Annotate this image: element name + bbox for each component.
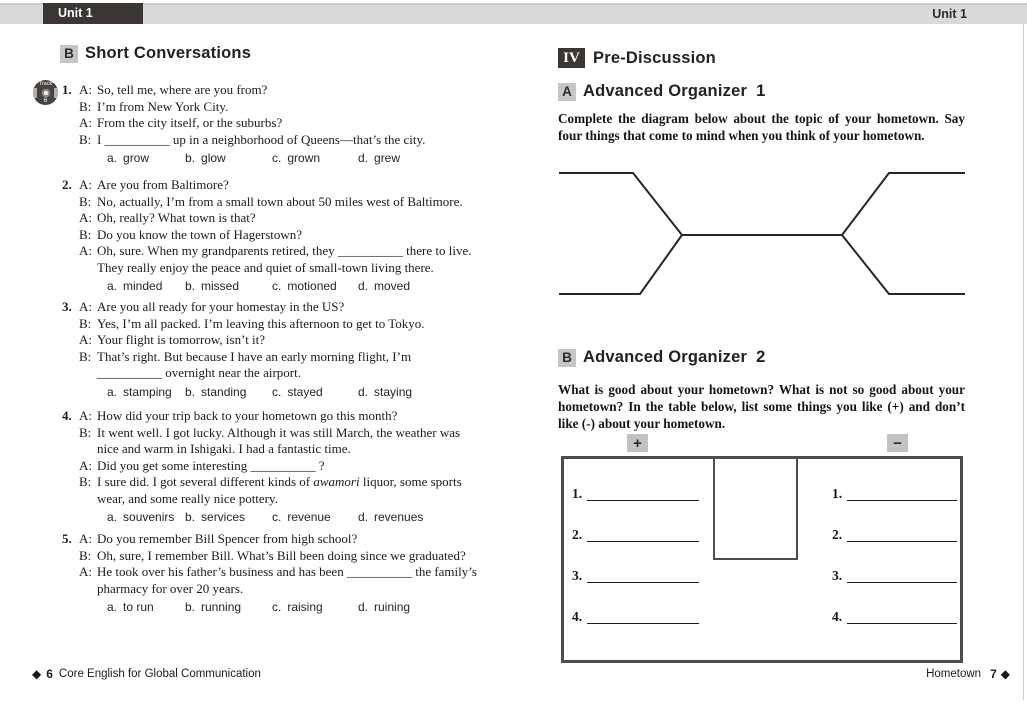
option-letter: b.	[185, 384, 196, 399]
dialog-text: That’s right. But because I have an early morning flight, I’m	[97, 348, 412, 364]
option-letter: d.	[358, 510, 369, 524]
section-heading-pre-discussion	[558, 48, 716, 68]
dialog-line	[30, 458, 514, 475]
dialog-line	[30, 491, 514, 508]
write-line	[847, 609, 957, 624]
section-badge: B	[60, 45, 78, 63]
speaker-label: B:	[79, 348, 92, 364]
speaker-label: A:	[79, 457, 92, 473]
option-b	[185, 600, 272, 614]
option-a	[107, 510, 185, 524]
option-c	[272, 385, 358, 399]
option-letter: b.	[185, 600, 196, 614]
section-title: Pre-Discussion	[593, 48, 716, 67]
speaker-label: A:	[79, 243, 92, 258]
dialog-line	[30, 132, 514, 149]
option-word: revenue	[287, 510, 331, 524]
section-badge: B	[558, 349, 576, 367]
option-letter: c.	[272, 510, 282, 524]
dialog-text: Are you all ready for your homestay in the US?	[97, 299, 345, 314]
speaker-label: B:	[79, 193, 92, 209]
write-line	[847, 486, 957, 501]
plus-list-item	[572, 568, 699, 583]
option-word: souvenirs	[123, 510, 175, 524]
dialog-line	[30, 408, 514, 425]
footer-left	[32, 667, 261, 681]
options-row	[30, 600, 514, 614]
unit-label-right: Unit 1	[932, 7, 967, 21]
option-d	[358, 151, 448, 165]
dialog-line	[30, 227, 514, 244]
section-badge-iv: IV	[558, 48, 585, 68]
option-letter: b.	[185, 279, 196, 293]
diamond-icon: ◆	[1000, 667, 1010, 681]
option-word: stamping	[123, 384, 172, 399]
dialog-text: From the city itself, or the suburbs?	[97, 115, 283, 130]
dialog-text: Do you know the town of Hagerstown?	[97, 226, 303, 242]
write-line	[587, 527, 699, 542]
option-letter: c.	[272, 384, 282, 399]
unit-bar	[0, 3, 1027, 24]
section-badge: A	[558, 83, 576, 101]
conversation-1	[30, 82, 514, 165]
conversation-number: 1.	[62, 82, 72, 97]
option-word: ruining	[374, 600, 411, 614]
option-word: glow	[201, 151, 226, 165]
speaker-label: A:	[79, 115, 92, 130]
write-line	[847, 527, 957, 542]
dialog-line	[30, 548, 514, 565]
option-c	[272, 510, 358, 524]
plus-list-item	[572, 527, 699, 542]
page-number: 6	[46, 667, 53, 681]
conversation-4	[30, 408, 514, 524]
diamond-icon: ◆	[32, 667, 42, 681]
dialog-text-with-blank: He took over his father’s business and has been __________ the family’s	[97, 564, 477, 579]
plus-list-item	[572, 486, 699, 501]
option-letter: c.	[272, 279, 282, 293]
speaker-label: A:	[79, 210, 92, 225]
option-a	[107, 385, 185, 399]
page-number: 7	[990, 667, 997, 681]
dialog-text-with-blank: Did you get some interesting __________ ?	[97, 457, 325, 473]
dialog-text: How did your trip back to your hometown go this month?	[97, 408, 398, 423]
speaker-label: A:	[79, 299, 92, 314]
option-d	[358, 385, 448, 399]
dialog-text-with-blank: Oh, sure. When my grandparents retired, they __________ there to live.	[97, 243, 472, 258]
item-number: 1.	[572, 486, 583, 501]
option-word: to run	[123, 600, 154, 614]
left-page	[30, 40, 514, 680]
speaker-label: A:	[79, 332, 92, 347]
book-title: Core English for Global Communication	[58, 668, 261, 680]
option-word: grow	[123, 151, 150, 165]
speaker-label: B:	[79, 424, 92, 440]
dialog-text: I’m from New York City.	[97, 98, 229, 114]
dialog-text: pharmacy for over 20 years.	[97, 580, 244, 596]
write-line	[587, 568, 699, 583]
plus-list-item	[572, 609, 699, 624]
dialog-line	[30, 365, 514, 382]
dialog-line	[30, 260, 514, 277]
conversation-number: 4.	[62, 408, 72, 423]
section-heading-organizer-1	[558, 82, 765, 101]
option-c	[272, 279, 358, 293]
dialog-line	[30, 82, 514, 99]
dialog-line	[30, 441, 514, 458]
option-d	[358, 279, 448, 293]
option-word: revenues	[374, 510, 424, 524]
conversation-3	[30, 299, 514, 399]
option-word: missed	[201, 279, 240, 293]
dialog-text: Your flight is tomorrow, isn’t it?	[97, 332, 266, 347]
dialog-line	[30, 299, 514, 316]
speaker-label: B:	[79, 474, 92, 489]
brainstorm-diagram	[558, 165, 965, 305]
dialog-line	[30, 210, 514, 227]
item-number: 4.	[572, 609, 583, 624]
dialog-line	[30, 115, 514, 132]
dialog-line	[30, 177, 514, 194]
dialog-text: wear, and some really nice pottery.	[97, 490, 278, 506]
option-letter: d.	[358, 600, 369, 614]
dialog-line	[30, 581, 514, 598]
conversation-5	[30, 531, 514, 614]
option-letter: a.	[107, 600, 118, 614]
option-b	[185, 151, 272, 165]
dialog-line	[30, 425, 514, 442]
footer-right	[926, 667, 1010, 681]
option-a	[107, 279, 185, 293]
dialog-text: Oh, really? What town is that?	[97, 210, 256, 225]
option-d	[358, 600, 448, 614]
speaker-label: B:	[79, 131, 92, 147]
dialog-text-with-blank: __________ overnight near the airport.	[97, 365, 301, 380]
section-title: Advanced Organizer	[583, 82, 748, 100]
option-word: services	[201, 510, 246, 524]
item-number: 3.	[832, 568, 843, 583]
dialog-line	[30, 564, 514, 581]
option-d	[358, 510, 448, 524]
item-number: 1.	[832, 486, 843, 501]
options-row	[30, 510, 514, 524]
option-word: minded	[123, 279, 163, 293]
option-b	[185, 510, 272, 524]
section-heading-organizer-2	[558, 348, 765, 367]
organizer-2-instruction: What is good about your hometown? What is not so good about your hometown? In the table below, list some things you like (+) and don’t like (-) about your hometown.	[558, 382, 965, 431]
minus-list-item	[832, 486, 957, 501]
write-line	[587, 486, 699, 501]
option-letter: d.	[358, 384, 369, 399]
page-edge-line	[1023, 24, 1024, 700]
speaker-label: A:	[79, 531, 92, 546]
item-number: 2.	[832, 527, 843, 542]
speaker-label: B:	[79, 315, 92, 331]
option-word: moved	[374, 279, 411, 293]
minus-badge: −	[887, 434, 908, 452]
speaker-label: B:	[79, 226, 92, 242]
conversation-number: 3.	[62, 299, 72, 314]
option-c	[272, 151, 358, 165]
option-word: standing	[201, 384, 247, 399]
speaker-label: A:	[79, 408, 92, 423]
option-word: stayed	[287, 384, 323, 399]
dialog-line	[30, 99, 514, 116]
dialog-line	[30, 194, 514, 211]
option-letter: d.	[358, 279, 369, 293]
option-word: motioned	[287, 279, 337, 293]
option-letter: a.	[107, 151, 118, 165]
organizer-table	[561, 456, 963, 663]
dialog-text: No, actually, I’m from a small town about 50 miles west of Baltimore.	[97, 193, 463, 209]
dialog-text: Oh, sure, I remember Bill. What’s Bill been doing since we graduated?	[97, 547, 466, 563]
options-row	[30, 279, 514, 293]
dialog-line	[30, 349, 514, 366]
section-title: Short Conversations	[85, 44, 252, 62]
unit-tab-left: Unit 1	[43, 3, 143, 24]
speaker-label: A:	[79, 82, 92, 97]
write-line	[847, 568, 957, 583]
table-center-box	[713, 459, 798, 560]
option-word: grew	[374, 151, 401, 165]
option-word: running	[201, 600, 242, 614]
organizer-1-instruction: Complete the diagram below about the topic of your hometown. Say four things that come to mind when you think of your hometown.	[558, 111, 965, 143]
speaker-label: A:	[79, 177, 92, 192]
dialog-text: Do you remember Bill Spencer from high school?	[97, 531, 358, 546]
dialog-line	[30, 531, 514, 548]
dialog-line	[30, 474, 514, 491]
section-number: 2	[756, 348, 766, 366]
dialog-text: nice and warm in Ishigaki. I had a fantastic time.	[97, 441, 351, 456]
section-number: 1	[756, 82, 766, 100]
dialog-text-with-blank: I __________ up in a neighborhood of Queens—that’s the city.	[97, 131, 426, 147]
write-line	[587, 609, 699, 624]
right-page	[558, 40, 965, 680]
option-b	[185, 385, 272, 399]
dialog-text-part: I sure did. I got several different kinds of	[97, 474, 314, 489]
conversation-2	[30, 177, 514, 293]
italic-word: awamori	[313, 474, 360, 489]
option-letter: c.	[272, 600, 282, 614]
option-letter: b.	[185, 510, 196, 524]
option-a	[107, 600, 185, 614]
dialog-text: Are you from Baltimore?	[97, 177, 229, 192]
option-word: grown	[287, 151, 321, 165]
option-letter: b.	[185, 151, 196, 165]
option-letter: a.	[107, 279, 118, 293]
speaker-label: B:	[79, 98, 92, 114]
item-number: 3.	[572, 568, 583, 583]
chapter-title: Hometown	[926, 668, 982, 680]
option-b	[185, 279, 272, 293]
dialog-line	[30, 332, 514, 349]
option-letter: a.	[107, 510, 118, 524]
dialog-text: So, tell me, where are you from?	[97, 82, 268, 97]
dialog-text	[97, 474, 462, 491]
option-c	[272, 600, 358, 614]
option-letter: c.	[272, 151, 282, 165]
option-letter: a.	[107, 384, 118, 399]
dialog-line	[30, 316, 514, 333]
conversation-number: 5.	[62, 531, 72, 546]
item-number: 4.	[832, 609, 843, 624]
conversation-number: 2.	[62, 177, 72, 192]
option-letter: d.	[358, 151, 369, 165]
section-title: Advanced Organizer	[583, 348, 748, 366]
options-row	[30, 151, 514, 165]
minus-list-item	[832, 568, 957, 583]
section-heading-short-conversations	[60, 44, 251, 63]
dialog-line	[30, 243, 514, 260]
minus-list-item	[832, 527, 957, 542]
option-a	[107, 151, 185, 165]
dialog-text: It went well. I got lucky. Although it was still March, the weather was	[97, 424, 461, 440]
options-row	[30, 385, 514, 399]
speaker-label: B:	[79, 547, 92, 563]
dialog-text: They really enjoy the peace and quiet of small-town living there.	[97, 259, 434, 275]
minus-list-item	[832, 609, 957, 624]
option-word: raising	[287, 600, 323, 614]
plus-badge: +	[627, 434, 648, 452]
cd-track-label: Track	[38, 81, 53, 87]
dialog-text-part: liquor, some sports	[359, 474, 462, 489]
cd-track-number: 6	[43, 97, 48, 104]
item-number: 2.	[572, 527, 583, 542]
dialog-text: Yes, I’m all packed. I’m leaving this afternoon to get to Tokyo.	[97, 315, 425, 331]
speaker-label: A:	[79, 564, 92, 579]
option-word: staying	[374, 384, 413, 399]
